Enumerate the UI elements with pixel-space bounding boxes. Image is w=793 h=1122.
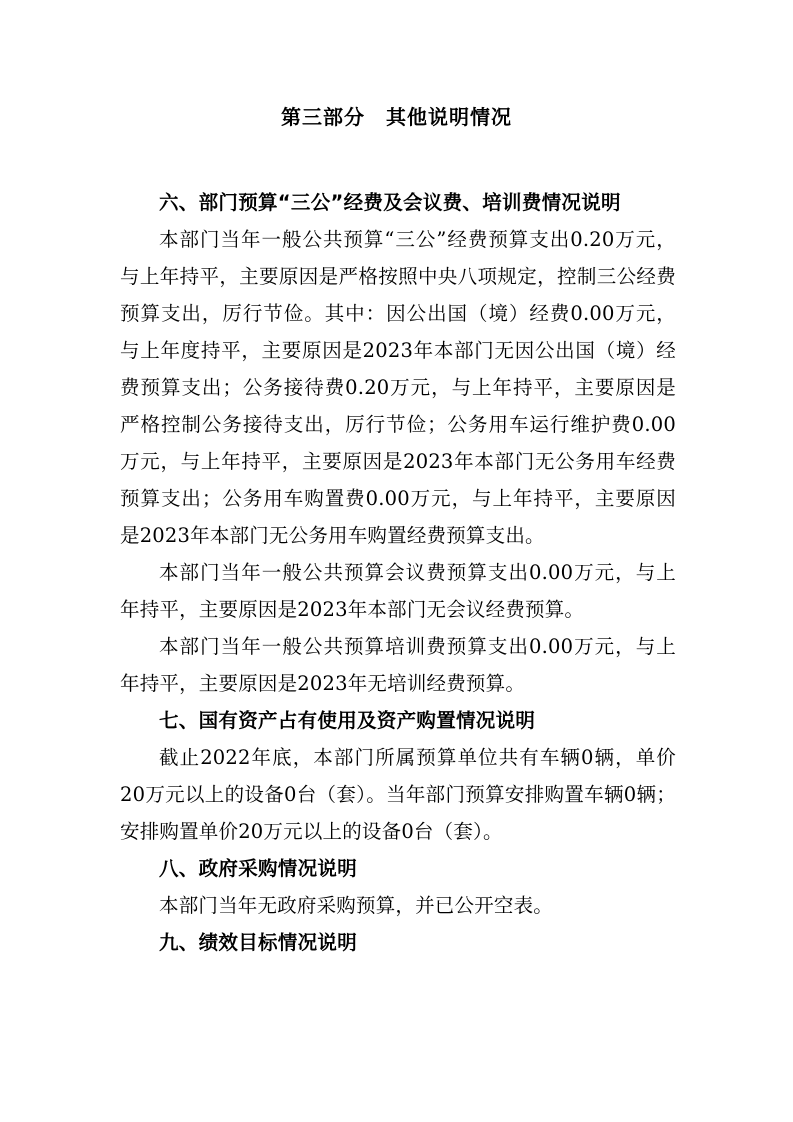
page-title: 第三部分 其他说明情况 — [281, 105, 512, 129]
document-body — [120, 184, 676, 961]
section-heading-six: 六、部门预算“三公”经费及会议费、培训费情况说明 — [159, 191, 621, 214]
paragraph-three-public-expenses: 本部门当年一般公共预算“三公”经费预算支出0.20万元，与上年持平，主要原因是严格按照中央八项规定，控制三公经费预算支出，厉行节俭。其中：因公出国（境）经费0.00万元，与上年度持平，主要原因是2023年本部门无因公出国（境）经费预算支出；公务接待费0.20万元，与上年持平，主要原因是严格控制公务接待支出，厉行节俭；公务用车运行维护费0.00万元，与上年持平，主要原因是2023年本部门无公务用车经费预算支出；公务用车购置费0.00万元，与上年持平，主要原因是2023年本部门无公务用车购置经费预算支出。 — [120, 228, 676, 547]
paragraph-meeting-expenses: 本部门当年一般公共预算会议费预算支出0.00万元，与上年持平，主要原因是2023年本部门无会议经费预算。 — [120, 561, 676, 621]
paragraph-state-assets: 截止2022年底，本部门所属预算单位共有车辆0辆，单价20万元以上的设备0台（套）。当年部门预算安排购置车辆0辆；安排购置单价20万元以上的设备0台（套）。 — [120, 746, 676, 843]
paragraph-training-expenses: 本部门当年一般公共预算培训费预算支出0.00万元，与上年持平，主要原因是2023年无培训经费预算。 — [120, 635, 676, 695]
paragraph-government-procurement: 本部门当年无政府采购预算，并已公开空表。 — [159, 894, 554, 917]
section-heading-nine: 九、绩效目标情况说明 — [159, 931, 358, 954]
section-heading-seven: 七、国有资产占有使用及资产购置情况说明 — [159, 709, 536, 732]
section-heading-eight: 八、政府采购情况说明 — [159, 857, 358, 880]
